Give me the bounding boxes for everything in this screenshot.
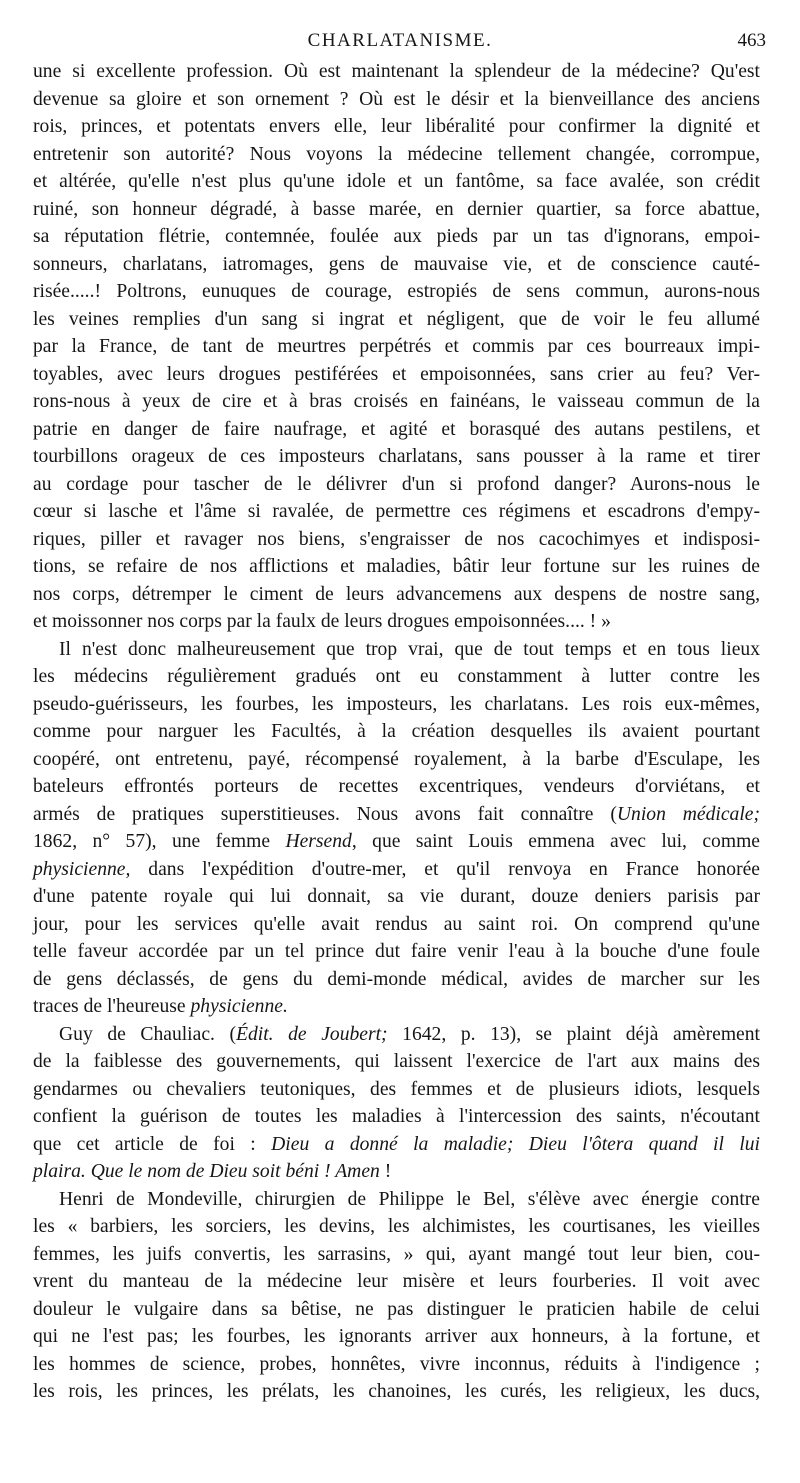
text-line: sonneurs, charlatans, iatromages, gens de mauvaise vie, et de conscience cauté- — [33, 253, 760, 275]
text-line: devenue sa gloire et son ornement ? Où est le désir et la bienveillance des anciens — [33, 88, 760, 110]
text-line: rons-nous à yeux de cire et à bras croisés en fainéans, le vaisseau commun de la — [33, 391, 760, 412]
text-line: coopéré, ont entretenu, payé, récompensé royalement, à la barbe d'Esculape, les — [33, 748, 760, 770]
text-line: une si excellente profession. Où est maintenant la splendeur de la médecine? Qu'est — [33, 61, 760, 82]
text-line: sa réputation flétrie, contemnée, foulée aux pieds par un tas d'ignorans, empoi- — [33, 226, 760, 247]
text-line: physicienne, dans l'expédition d'outre-mer, et qu'il renvoya en France honorée — [33, 858, 760, 880]
text-line: traces de l'heureuse physicienne. — [33, 996, 288, 1017]
text-line: femmes, les juifs convertis, les sarrasins, » qui, ayant mangé tout leur bien, cou- — [33, 1243, 760, 1265]
text-line: les hommes de science, probes, honnêtes, vivre inconnus, réduits à l'indigence ; — [33, 1353, 760, 1375]
text-line: les « barbiers, les sorciers, les devins, les alchimistes, les courtisanes, les vieilles — [33, 1216, 760, 1237]
text-line: et moissonner nos corps par la faulx de leurs drogues empoisonnées.... ! » — [33, 611, 611, 632]
text-line: et altérée, qu'elle n'est plus qu'une idole et un fantôme, sa face avalée, son crédit — [33, 171, 760, 192]
text-line: d'une patente royale qui lui donnait, sa vie durant, douze deniers parisis par — [33, 886, 760, 907]
text-line: que cet article de foi : Dieu a donné la maladie; Dieu l'ôtera quand il lui — [33, 1133, 761, 1155]
text-line: au cordage pour tascher de le délivrer d'un si profond danger? Aurons-nous le — [33, 473, 760, 495]
page-number: 463 — [737, 30, 766, 51]
text-line: par la France, de tant de meurtres perpétrés et commis par ces bourreaux impi- — [33, 336, 760, 357]
text-line: Il n'est donc malheureusement que trop vrai, que de tout temps et en tous lieux — [59, 638, 760, 660]
text-line: vrent du manteau de la médecine leur misère et leurs fourberies. Il voit avec — [33, 1271, 760, 1292]
running-title: CHARLATANISME. — [307, 30, 493, 51]
text-line: rois, princes, et potentats envers elle, leur libéralité pour confirmer la dignité et — [33, 116, 760, 137]
text-line: comme pour narguer les Facultés, à la création desquelles ils avaient pourtant — [33, 721, 760, 742]
text-line: toyables, avec leurs drogues pestiférées et empoisonnées, sans crier au feu? Ver- — [33, 363, 760, 385]
text-line: plaira. Que le nom de Dieu soit béni ! Amen ! — [33, 1161, 392, 1182]
text-line: risée.....! Poltrons, eunuques de courage, estropiés de sens commun, aurons-nous — [33, 281, 760, 302]
text-line: 1862, n° 57), une femme Hersend, que saint Louis emmena avec lui, comme — [33, 831, 761, 852]
text-line: ruiné, son honneur dégradé, à basse marée, en dernier quartier, sa force abattue, — [33, 198, 760, 220]
text-line: cœur si lasche et l'âme si ravalée, de permettre ces régimens et escadrons d'empy- — [33, 501, 760, 522]
text-line: douleur le vulgaire dans sa bêtise, ne pas distinguer le praticien habile de celui — [33, 1298, 760, 1320]
text-line: confient la guérison de toutes les maladies à l'intercession des saints, n'écoutant — [33, 1106, 760, 1127]
text-line: nos corps, détremper le ciment de leurs advancemens aux despens de nostre sang, — [33, 583, 760, 605]
text-line: Guy de Chauliac. (Édit. de Joubert; 1642, p. 13), se plaint déjà amèrement — [59, 1023, 760, 1045]
text-line: les rois, les princes, les prélats, les chanoines, les curés, les religieux, les ducs, — [33, 1381, 760, 1402]
text-line: de gens déclassés, de gens du demi-monde médical, avides de marcher sur les — [33, 968, 760, 990]
text-line: entretenir son autorité? Nous voyons la médecine tellement changée, corrompue, — [33, 143, 760, 165]
text-line: pseudo-guérisseurs, les fourbes, les imposteurs, les charlatans. Les rois eux-mêmes, — [33, 693, 760, 715]
text-line: tourbillons orageux de ces imposteurs charlatans, sans pousser à la rame et tirer — [33, 446, 760, 467]
page-header — [32, 30, 768, 56]
body-text — [33, 58, 760, 1406]
text-line: telle faveur accordée par un tel prince dut faire venir l'eau à la bouche d'une foule — [33, 941, 760, 962]
text-line: bateleurs effrontés porteurs de recettes excentriques, vendeurs d'orviétans, et — [33, 776, 760, 797]
text-line: riques, piller et ravager nos biens, s'engraisser de nos cacochimyes et indisposi- — [33, 528, 760, 550]
text-line: les médecins régulièrement gradués ont eu constamment à lutter contre les — [33, 666, 760, 687]
text-line: les veines remplies d'un sang si ingrat et négligent, que de voir le feu allumé — [33, 308, 760, 330]
text-line: patrie en danger de faire naufrage, et agité et borasqué des autans pestilens, et — [33, 418, 760, 440]
text-line: de la faiblesse des gouvernements, qui laissent l'exercice de l'art aux mains des — [33, 1051, 760, 1072]
text-line: qui ne l'est pas; les fourbes, les ignorants arriver aux honneurs, à la fortune, et — [33, 1326, 760, 1347]
text-line: tions, se refaire de nos afflictions et maladies, bâtir leur fortune sur les ruines de — [33, 556, 760, 577]
text-line: armés de pratiques superstitieuses. Nous avons fait connaître (Union médicale; — [33, 803, 760, 825]
text-line: Henri de Mondeville, chirurgien de Philippe le Bel, s'élève avec énergie contre — [59, 1188, 760, 1210]
text-line: gendarmes ou chevaliers teutoniques, des femmes et de plusieurs idiots, lesquels — [33, 1078, 760, 1100]
text-line: jour, pour les services qu'elle avait rendus au saint roi. On comprend qu'une — [33, 913, 760, 935]
